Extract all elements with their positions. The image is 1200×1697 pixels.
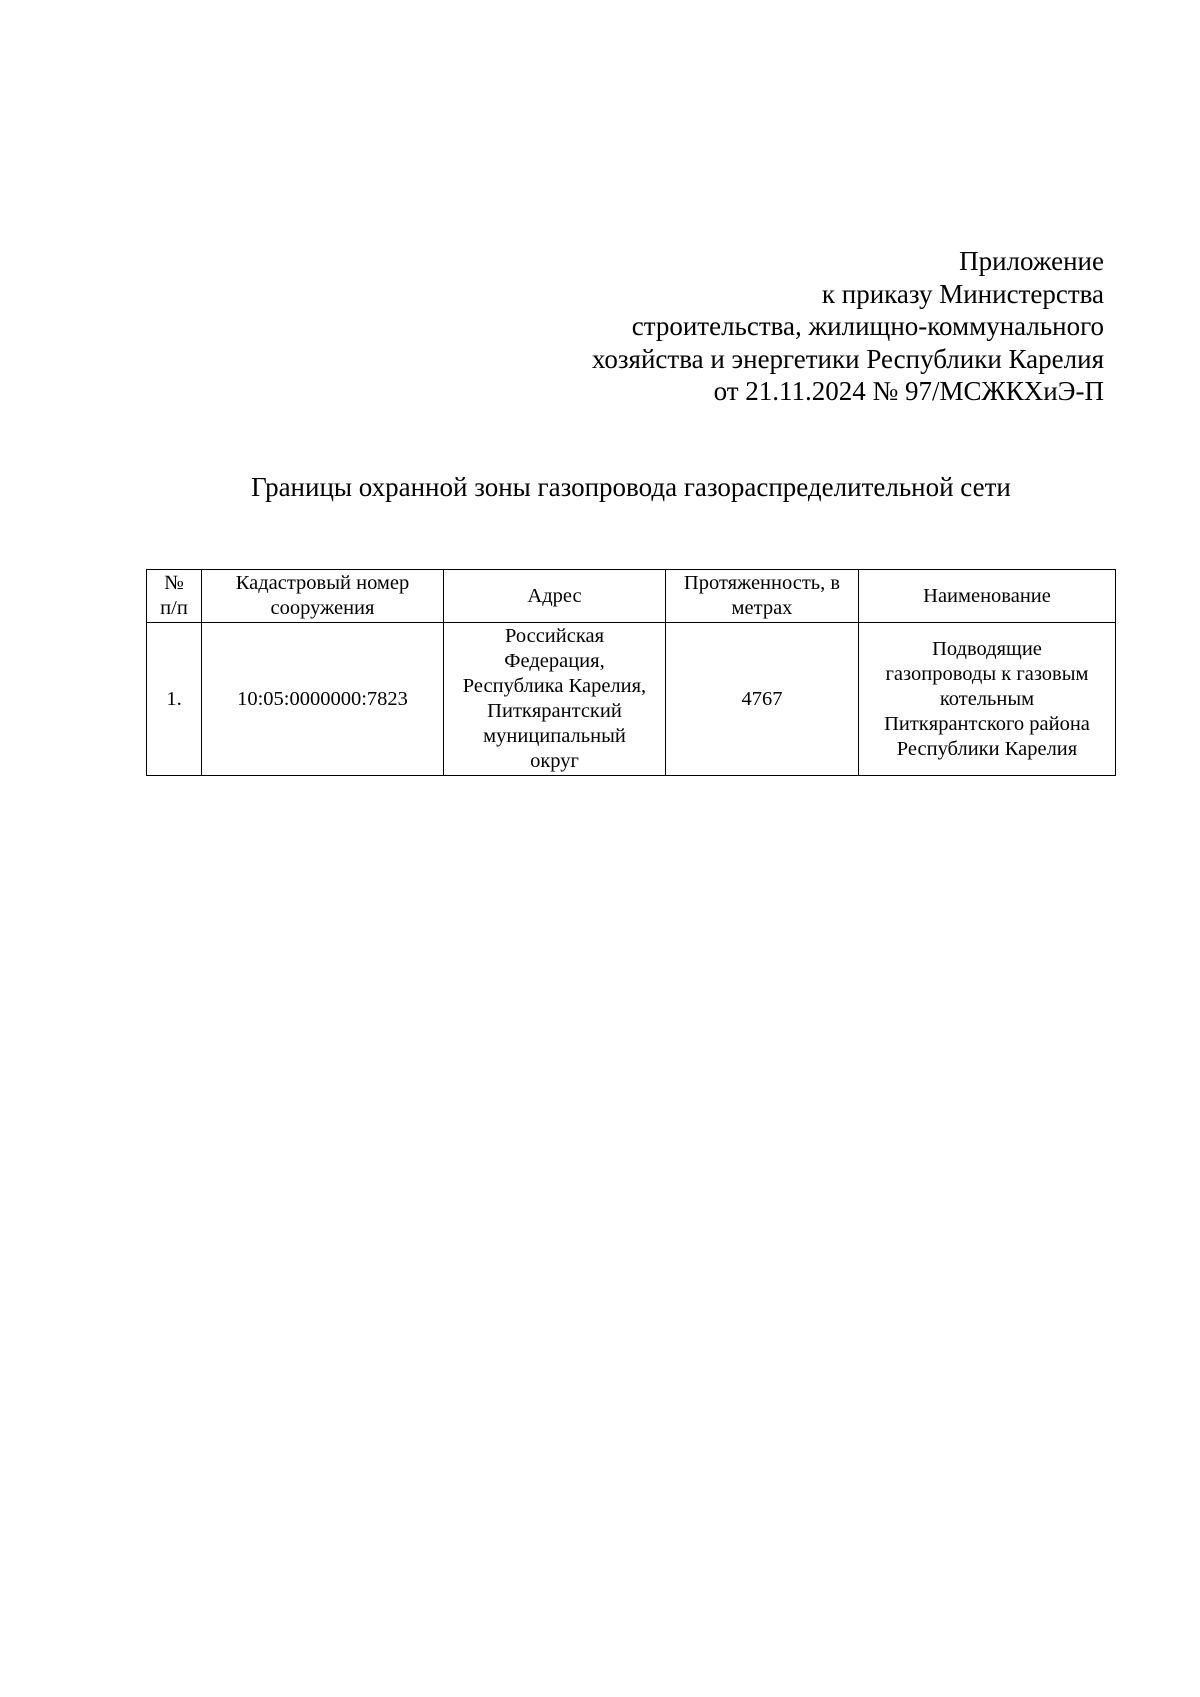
- document-title: Границы охранной зоны газопровода газораспределительной сети: [251, 472, 1011, 502]
- appendix-line: к приказу Министерства: [821, 278, 1104, 309]
- header-length: Протяженность, в метрах: [666, 570, 859, 623]
- cell-name: Подводящие газопроводы к газовым котельным Питкярантского района Республики Карелия: [859, 623, 1116, 776]
- cell-length: 4767: [666, 623, 859, 776]
- appendix-line: строительства, жилищно-коммунального: [631, 311, 1104, 341]
- appendix-line: хозяйства и энергетики Республики Карелия: [591, 343, 1104, 374]
- appendix-line: Приложение: [959, 246, 1104, 276]
- cell-cadastral-number: 10:05:0000000:7823: [202, 623, 444, 776]
- cell-address: Российская Федерация, Республика Карелия, Питкярантский муниципальный округ: [444, 623, 666, 776]
- header-cadastral-number: Кадастровый номер сооружения: [202, 570, 444, 623]
- header-address: Адрес: [444, 570, 666, 623]
- appendix-line: от 21.11.2024 № 97/МСЖКХиЭ-П: [713, 376, 1104, 406]
- protection-zone-table: [146, 569, 1116, 776]
- table-header-row: [147, 570, 1116, 623]
- header-number: № п/п: [147, 570, 202, 623]
- header-name: Наименование: [859, 570, 1116, 623]
- appendix-reference: [592, 245, 1104, 408]
- cell-number: 1.: [147, 623, 202, 776]
- table-row: [147, 623, 1116, 776]
